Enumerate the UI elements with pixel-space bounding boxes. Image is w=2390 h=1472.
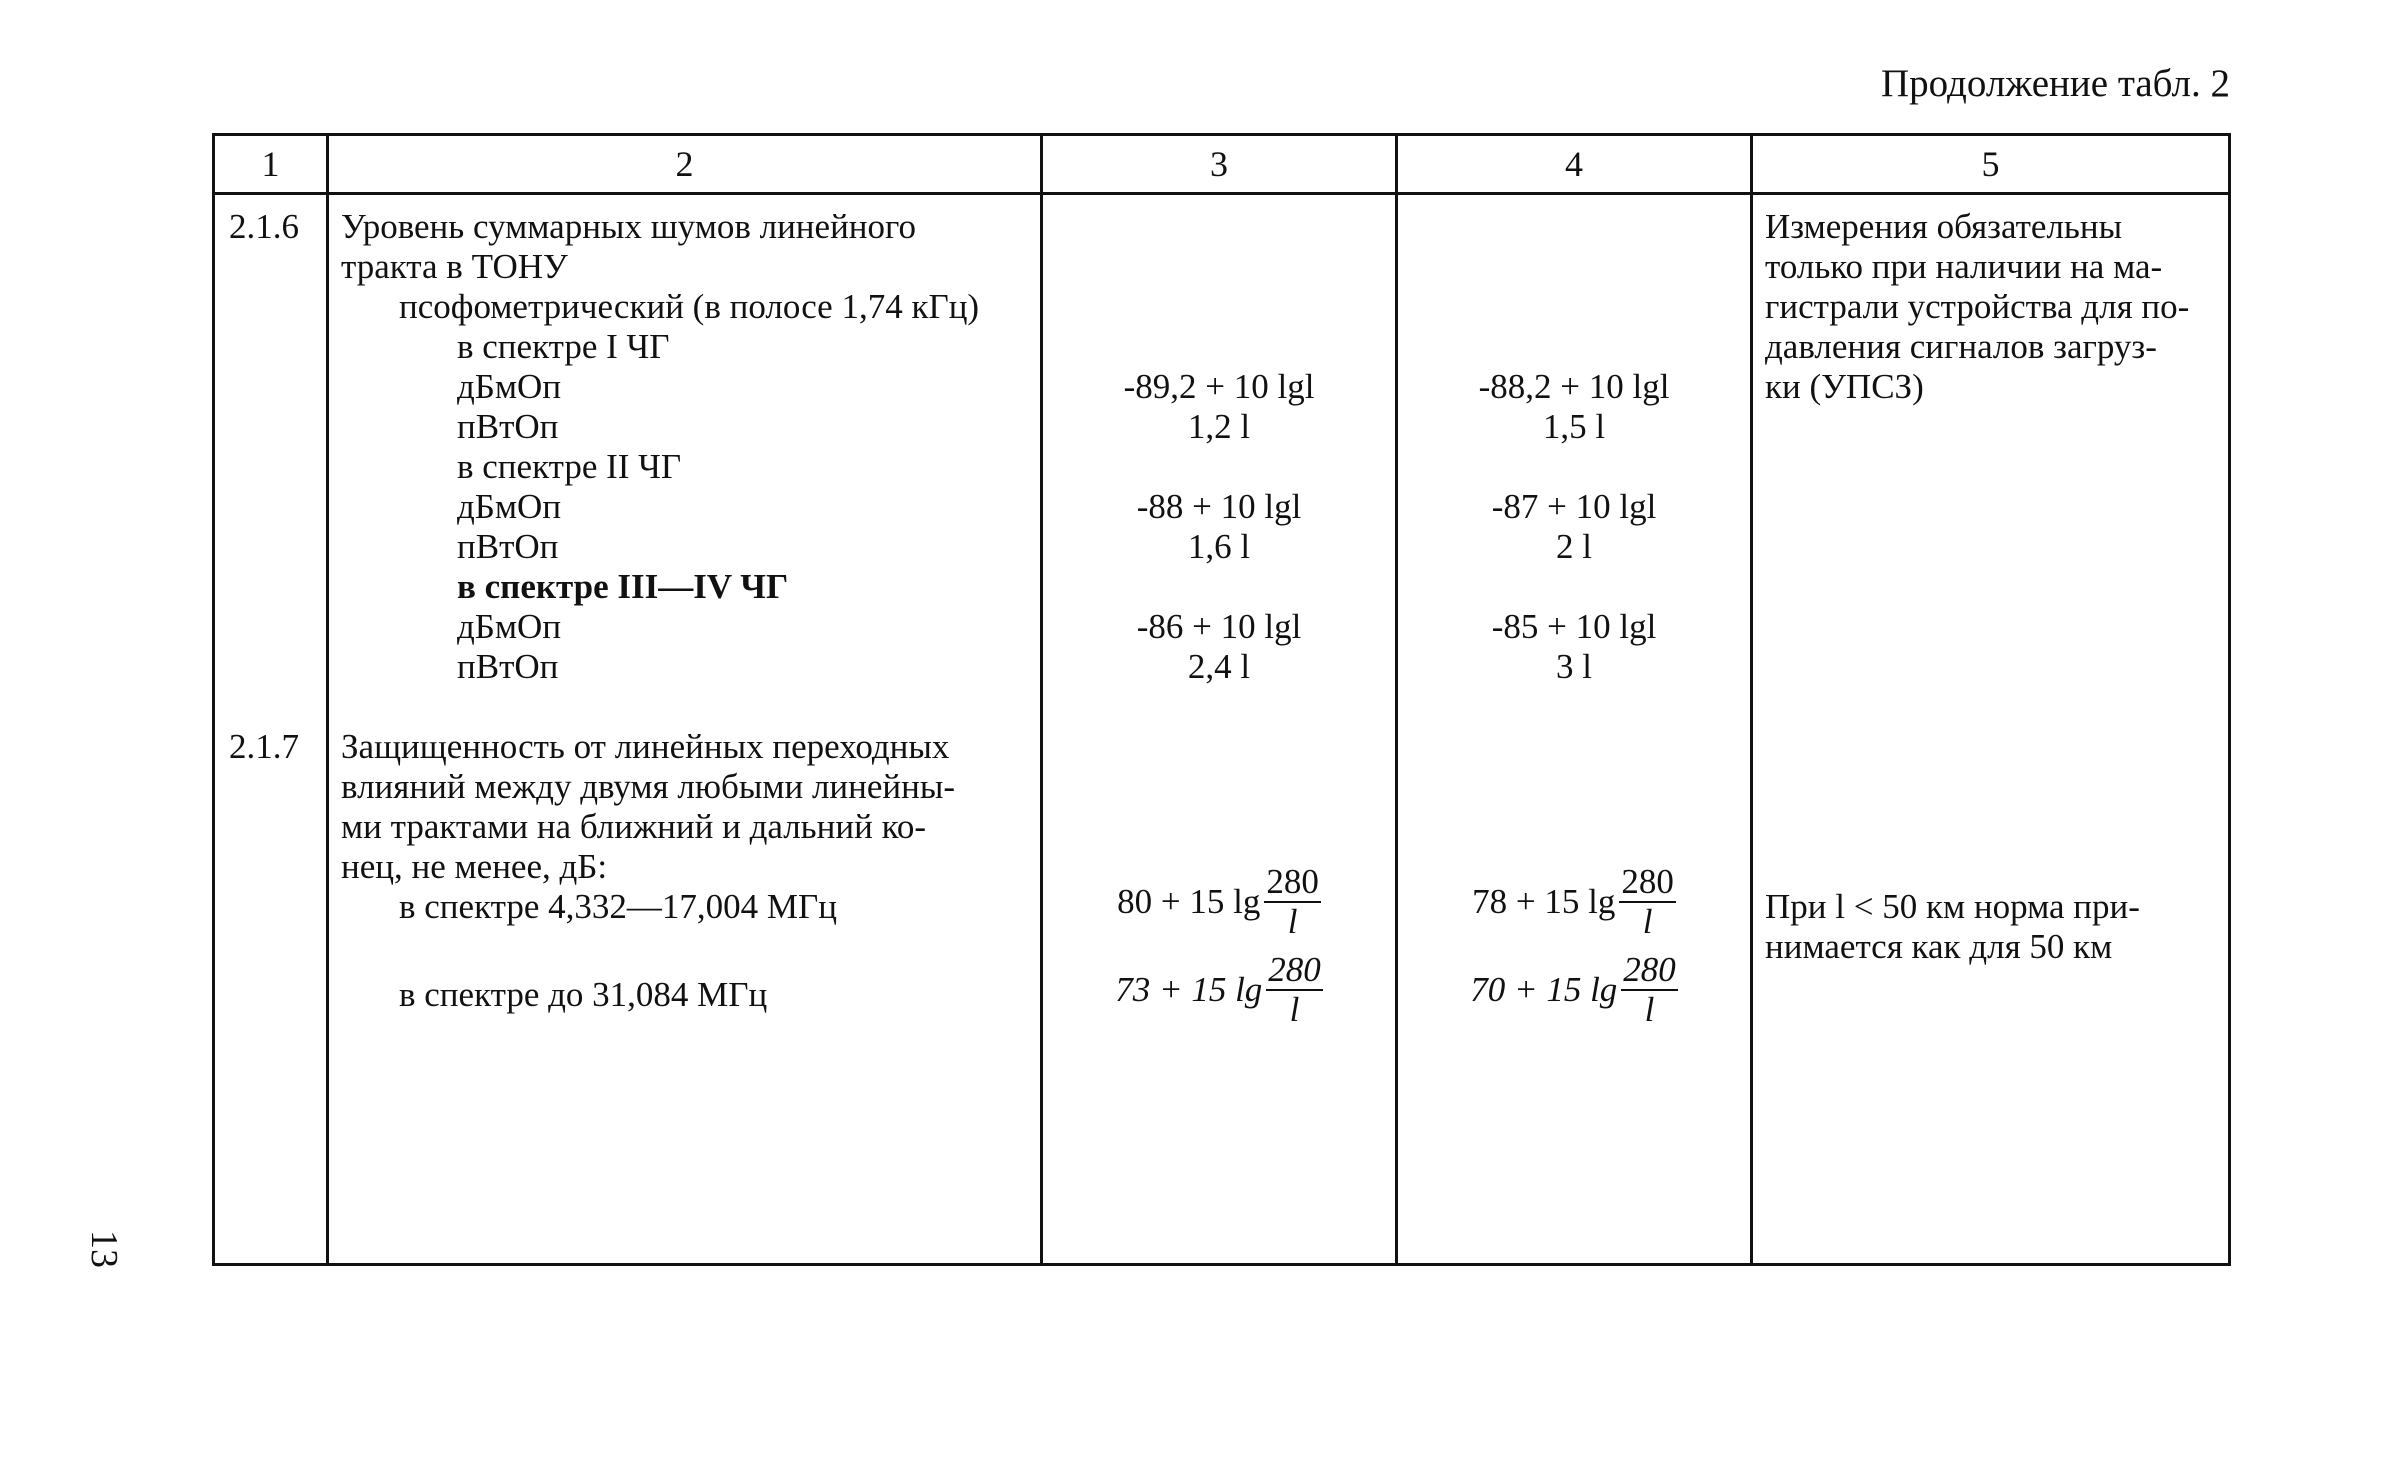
col3-value-3: -88 + 10 lgl: [1136, 487, 1302, 526]
col4-value-6: 3 l: [1556, 647, 1592, 686]
note-2-1-6-line-3: гистрали устройства для по-: [1765, 287, 2190, 326]
number-cell: [214, 194, 328, 1265]
row-number-2-1-6: 2.1.6: [229, 207, 299, 246]
desc-2-1-7-line-6: в спектре до 31,084 МГц: [399, 975, 768, 1014]
table-row: [214, 194, 2230, 1265]
desc-2-1-7-line-5: в спектре 4,332—17,004 МГц: [399, 887, 837, 926]
note-2-1-6-line-1: Измерения обязательны: [1765, 207, 2123, 246]
fraction-numerator: 280: [1621, 862, 1674, 901]
desc-2-1-6-line-6: пВтОп: [457, 407, 559, 446]
desc-2-1-6-line-9: пВтОп: [457, 527, 559, 566]
desc-2-1-7-line-1: Защищенность от линейных переходных: [341, 727, 950, 766]
table-header-row: [214, 135, 2230, 194]
table-caption: Продолжение табл. 2: [1880, 62, 2230, 105]
norm-col-4-cell: [1397, 194, 1752, 1265]
col4-value-1: -88,2 + 10 lgl: [1478, 367, 1670, 406]
col4-value-5: -85 + 10 lgl: [1491, 607, 1657, 646]
norms-table: [212, 133, 2231, 1266]
header-col-2: 2: [328, 135, 1042, 194]
col4-value-4: 2 l: [1556, 527, 1592, 566]
fraction-numerator: 280: [1268, 950, 1321, 989]
col4-value-2: 1,5 l: [1542, 407, 1606, 446]
formula-prefix: 73 + 15 lg: [1115, 970, 1263, 1009]
fraction-numerator: 280: [1266, 862, 1319, 901]
page-number: 13: [83, 1230, 125, 1268]
col4-formula-1: [1398, 863, 1750, 941]
col3-value-2: 1,2 l: [1187, 407, 1251, 446]
desc-2-1-6-line-8: дБмОп: [457, 487, 562, 526]
desc-2-1-7-line-3: ми трактами на ближний и дальний ко-: [341, 807, 926, 846]
desc-2-1-6-line-4: в спектре I ЧГ: [457, 327, 670, 366]
fraction-numerator: 280: [1623, 950, 1676, 989]
desc-2-1-7-line-4: нец, не менее, дБ:: [341, 847, 608, 886]
desc-2-1-6-line-10: в спектре III—IV ЧГ: [457, 567, 789, 606]
fraction-denominator: l: [1642, 902, 1653, 941]
notes-cell: [1752, 194, 2230, 1265]
col4-value-3: -87 + 10 lgl: [1491, 487, 1657, 526]
note-2-1-6-line-2: только при наличии на ма-: [1765, 247, 2163, 286]
note-2-1-6-line-5: ки (УПСЗ): [1765, 367, 1924, 406]
formula-prefix: 70 + 15 lg: [1470, 970, 1618, 1009]
header-col-5: 5: [1752, 135, 2230, 194]
col3-value-1: -89,2 + 10 lgl: [1123, 367, 1315, 406]
description-cell: [328, 194, 1042, 1265]
col3-formula-1: [1043, 863, 1395, 941]
formula-prefix: 80 + 15 lg: [1117, 882, 1261, 921]
fraction-denominator: l: [1644, 990, 1655, 1029]
desc-2-1-6-line-11: дБмОп: [457, 607, 562, 646]
col3-value-4: 1,6 l: [1187, 527, 1251, 566]
norm-col-3-cell: [1042, 194, 1397, 1265]
col3-value-5: -86 + 10 lgl: [1136, 607, 1302, 646]
header-col-4: 4: [1397, 135, 1752, 194]
desc-2-1-6-line-5: дБмОп: [457, 367, 562, 406]
desc-2-1-6-line-7: в спектре II ЧГ: [457, 447, 682, 486]
note-2-1-7-line-2: нимается как для 50 км: [1765, 927, 2113, 966]
desc-2-1-6-line-2: тракта в ТОНУ: [341, 247, 568, 286]
header-col-3: 3: [1042, 135, 1397, 194]
fraction-denominator: l: [1289, 990, 1300, 1029]
desc-2-1-6-line-1: Уровень суммарных шумов линейного: [341, 207, 917, 246]
row-number-2-1-7: 2.1.7: [229, 727, 299, 766]
note-2-1-7-line-1: При l < 50 км норма при-: [1765, 887, 2140, 926]
col3-formula-2: [1043, 951, 1395, 1029]
desc-2-1-6-line-3: псофометрический (в полосе 1,74 кГц): [399, 287, 980, 326]
col3-value-6: 2,4 l: [1187, 647, 1251, 686]
note-2-1-6-line-4: давления сигналов загруз-: [1765, 327, 2157, 366]
header-col-1: 1: [214, 135, 328, 194]
fraction-denominator: l: [1287, 902, 1298, 941]
desc-2-1-7-line-2: влияний между двумя любыми линейны-: [341, 767, 956, 806]
desc-2-1-6-line-12: пВтОп: [457, 647, 559, 686]
formula-prefix: 78 + 15 lg: [1472, 882, 1616, 921]
col4-formula-2: [1398, 951, 1750, 1029]
